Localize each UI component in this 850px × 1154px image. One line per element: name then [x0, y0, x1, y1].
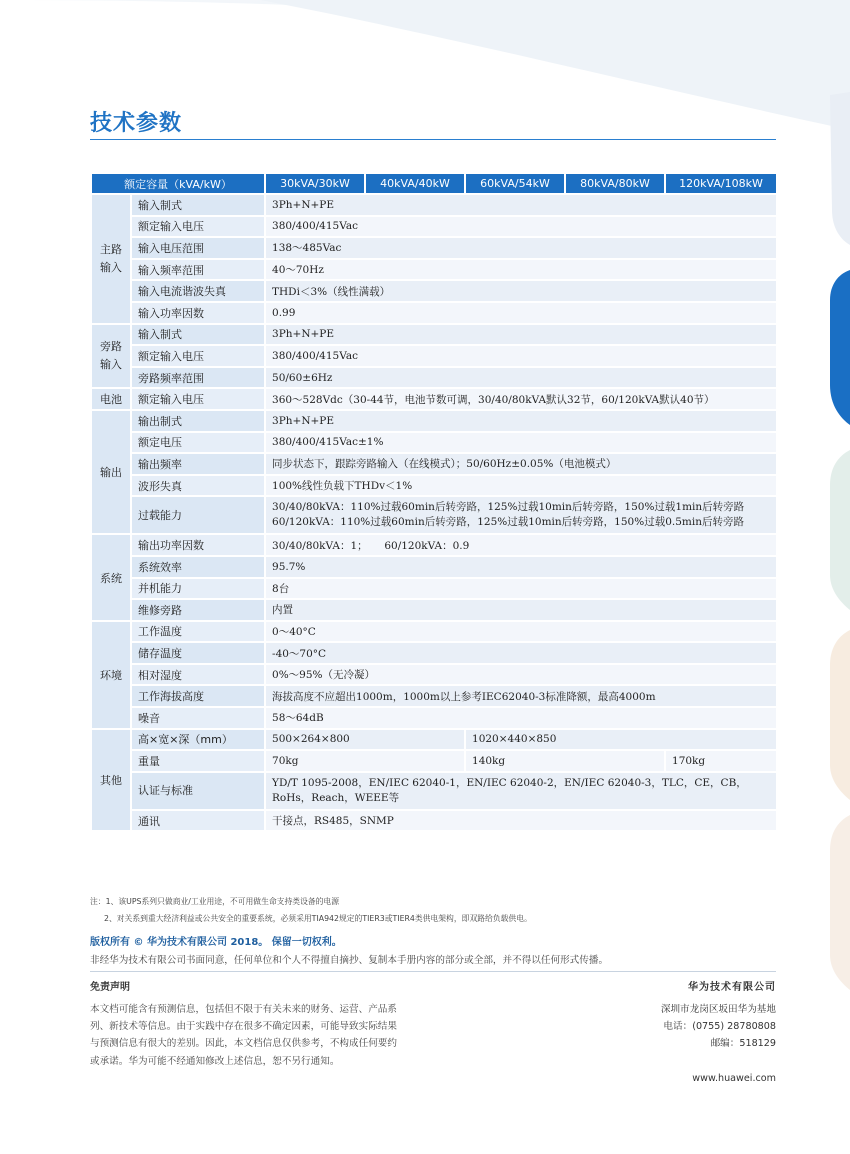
company-name: 华为技术有限公司: [688, 982, 776, 993]
param-name: 输入制式: [131, 194, 265, 216]
table-row: [91, 707, 777, 729]
param-value: 170kg: [665, 750, 777, 772]
param-name: 重量: [131, 750, 265, 772]
table-row: [91, 772, 777, 810]
param-value: 500×264×800: [265, 729, 465, 751]
param-value: -40～70°C: [265, 642, 777, 664]
table-row: [91, 259, 777, 281]
param-name: 过载能力: [131, 496, 265, 534]
category-battery: 电池: [91, 388, 131, 410]
param-name: 输出功率因数: [131, 534, 265, 556]
param-value: 380/400/415Vac: [265, 216, 777, 238]
param-value: 138～485Vac: [265, 237, 777, 259]
category-other: 其他: [91, 729, 131, 832]
cert-line-2: RoHs，Reach，WEEE等: [272, 791, 400, 804]
company-address: 深圳市龙岗区坂田华为基地: [660, 1004, 776, 1015]
param-value: 40～70Hz: [265, 259, 777, 281]
table-row: [91, 621, 777, 643]
param-value: 0.99: [265, 302, 777, 324]
param-name: 相对湿度: [131, 664, 265, 686]
param-name: 系统效率: [131, 556, 265, 578]
header-40kva: 40kVA/40kW: [365, 173, 465, 194]
table-row: [91, 194, 777, 216]
table-row: [91, 367, 777, 389]
disclaimer-body: 本文档可能含有预测信息，包括但不限于有关未来的财务、运营、产品系列、新技术等信息。由于实践中存在很多不确定因素，可能导致实际结果与预测信息有很大的差别。因此，本文档信息仅供参考，不构成任何要约或承诺。华为可能不经通知修改上述信息，恕不另行通知。: [90, 1004, 397, 1067]
category-main-input: 主路 输入: [91, 194, 131, 324]
table-row: [91, 685, 777, 707]
param-value: 海拔高度不应超出1000m，1000m以上参考IEC62040-3标准降额，最高4000m: [265, 685, 777, 707]
param-name: 额定输入电压: [131, 216, 265, 238]
param-name: 输入电流谐波失真: [131, 280, 265, 302]
company-contact: [661, 1001, 776, 1053]
param-value: 0～40°C: [265, 621, 777, 643]
param-name: 工作温度: [131, 621, 265, 643]
param-name: 噪音: [131, 707, 265, 729]
table-row: [91, 475, 777, 497]
table-row: [91, 578, 777, 600]
param-name: 额定输入电压: [131, 345, 265, 367]
footnotes: [90, 893, 532, 927]
param-value: 干接点，RS485，SNMP: [265, 810, 777, 832]
table-row: [91, 750, 777, 772]
table-row: [91, 302, 777, 324]
param-value: 0%～95%（无冷凝）: [265, 664, 777, 686]
title-divider: [90, 139, 776, 140]
table-row: [91, 410, 777, 432]
copyright: 版权所有 © 华为技术有限公司 2018。 保留一切权利。: [90, 937, 342, 948]
param-value: 50/60±6Hz: [265, 367, 777, 389]
param-value: 100%线性负载下THDv＜1%: [265, 475, 777, 497]
param-value: 95.7%: [265, 556, 777, 578]
param-name: 维修旁路: [131, 599, 265, 621]
section-divider: [90, 971, 776, 972]
table-row: [91, 810, 777, 832]
overload-line-2: 60/120kVA：110%过载60min后转旁路，125%过载10min后转旁路，150%过载0.5min后转旁路: [272, 516, 744, 529]
company-website-link[interactable]: www.huawei.com: [692, 1073, 776, 1084]
category-environment: 环境: [91, 621, 131, 729]
param-name: 通讯: [131, 810, 265, 832]
param-name: 储存温度: [131, 642, 265, 664]
header-30kva: 30kVA/30kW: [265, 173, 365, 194]
param-name: 输入频率范围: [131, 259, 265, 281]
table-row: [91, 432, 777, 454]
table-row: [91, 664, 777, 686]
footnote-1: 注：1、该UPS系列只做商业/工业用途，不可用做生命支持类设备的电源: [90, 897, 340, 906]
param-name: 额定输入电压: [131, 388, 265, 410]
company-phone: 电话：(0755) 28780808: [663, 1021, 776, 1033]
param-name: 输入功率因数: [131, 302, 265, 324]
footnote-2: 2、对关系到重大经济利益或公共安全的重要系统，必须采用TIA942规定的TIER3或TIER4类供电架构，即双路给负载供电。: [104, 914, 532, 923]
header-capacity: 额定容量（kVA/kW）: [91, 173, 265, 194]
param-name: 输入制式: [131, 324, 265, 346]
param-value: 140kg: [465, 750, 665, 772]
table-row: [91, 556, 777, 578]
company-postcode: 邮编：518129: [710, 1038, 776, 1050]
table-row: [91, 388, 777, 410]
table-row: [91, 599, 777, 621]
table-row: [91, 729, 777, 751]
spec-table: [90, 172, 778, 832]
param-name: 输入电压范围: [131, 237, 265, 259]
param-name: 输出频率: [131, 453, 265, 475]
param-name: 额定电压: [131, 432, 265, 454]
param-name: 旁路频率范围: [131, 367, 265, 389]
param-name: 波形失真: [131, 475, 265, 497]
param-value: [265, 772, 777, 810]
table-row: [91, 216, 777, 238]
category-bypass-input: 旁路 输入: [91, 324, 131, 389]
param-name: 工作海拔高度: [131, 685, 265, 707]
table-row: [91, 642, 777, 664]
table-row: [91, 280, 777, 302]
table-row: [91, 453, 777, 475]
table-row: [91, 496, 777, 534]
overload-line-1: 30/40/80kVA：110%过载60min后转旁路，125%过载10min后转旁路，150%过载1min后转旁路: [272, 501, 745, 514]
param-value: 内置: [265, 599, 777, 621]
param-value: 58～64dB: [265, 707, 777, 729]
param-value: 380/400/415Vac±1%: [265, 432, 777, 454]
param-value: 30/40/80kVA：1； 60/120kVA：0.9: [265, 534, 777, 556]
table-row: [91, 534, 777, 556]
param-value: 360～528Vdc（30-44节，电池节数可调，30/40/80kVA默认32节，60/120kVA默认40节）: [265, 388, 777, 410]
disclaimer-title: 免责声明: [90, 982, 130, 993]
header-60kva: 60kVA/54kW: [465, 173, 565, 194]
param-value: 1020×440×850: [465, 729, 777, 751]
category-system: 系统: [91, 534, 131, 620]
param-value: 3Ph+N+PE: [265, 410, 777, 432]
param-value: 8台: [265, 578, 777, 600]
table-row: [91, 345, 777, 367]
cert-line-1: YD/T 1095-2008，EN/IEC 62040-1，EN/IEC 62040-2，EN/IEC 62040-3，TLC，CE，CB，: [272, 776, 747, 789]
page-title: 技术参数: [90, 111, 183, 136]
copyright-note: 非经华为技术有限公司书面同意，任何单位和个人不得擅自摘抄、复制本手册内容的部分或全部，并不得以任何形式传播。: [90, 955, 609, 966]
param-value: [265, 496, 777, 534]
header-120kva: 120kVA/108kW: [665, 173, 777, 194]
table-row: [91, 324, 777, 346]
table-header-row: [91, 173, 777, 194]
header-80kva: 80kVA/80kW: [565, 173, 665, 194]
param-name: 并机能力: [131, 578, 265, 600]
param-name: 输出制式: [131, 410, 265, 432]
param-value: 同步状态下，跟踪旁路输入（在线模式）；50/60Hz±0.05%（电池模式）: [265, 453, 777, 475]
param-value: 70kg: [265, 750, 465, 772]
table-row: [91, 237, 777, 259]
param-value: 3Ph+N+PE: [265, 324, 777, 346]
category-output: 输出: [91, 410, 131, 534]
param-value: THDi＜3%（线性满载）: [265, 280, 777, 302]
param-name: 认证与标准: [131, 772, 265, 810]
param-name: 高×宽×深（mm）: [131, 729, 265, 751]
param-value: 3Ph+N+PE: [265, 194, 777, 216]
param-value: 380/400/415Vac: [265, 345, 777, 367]
